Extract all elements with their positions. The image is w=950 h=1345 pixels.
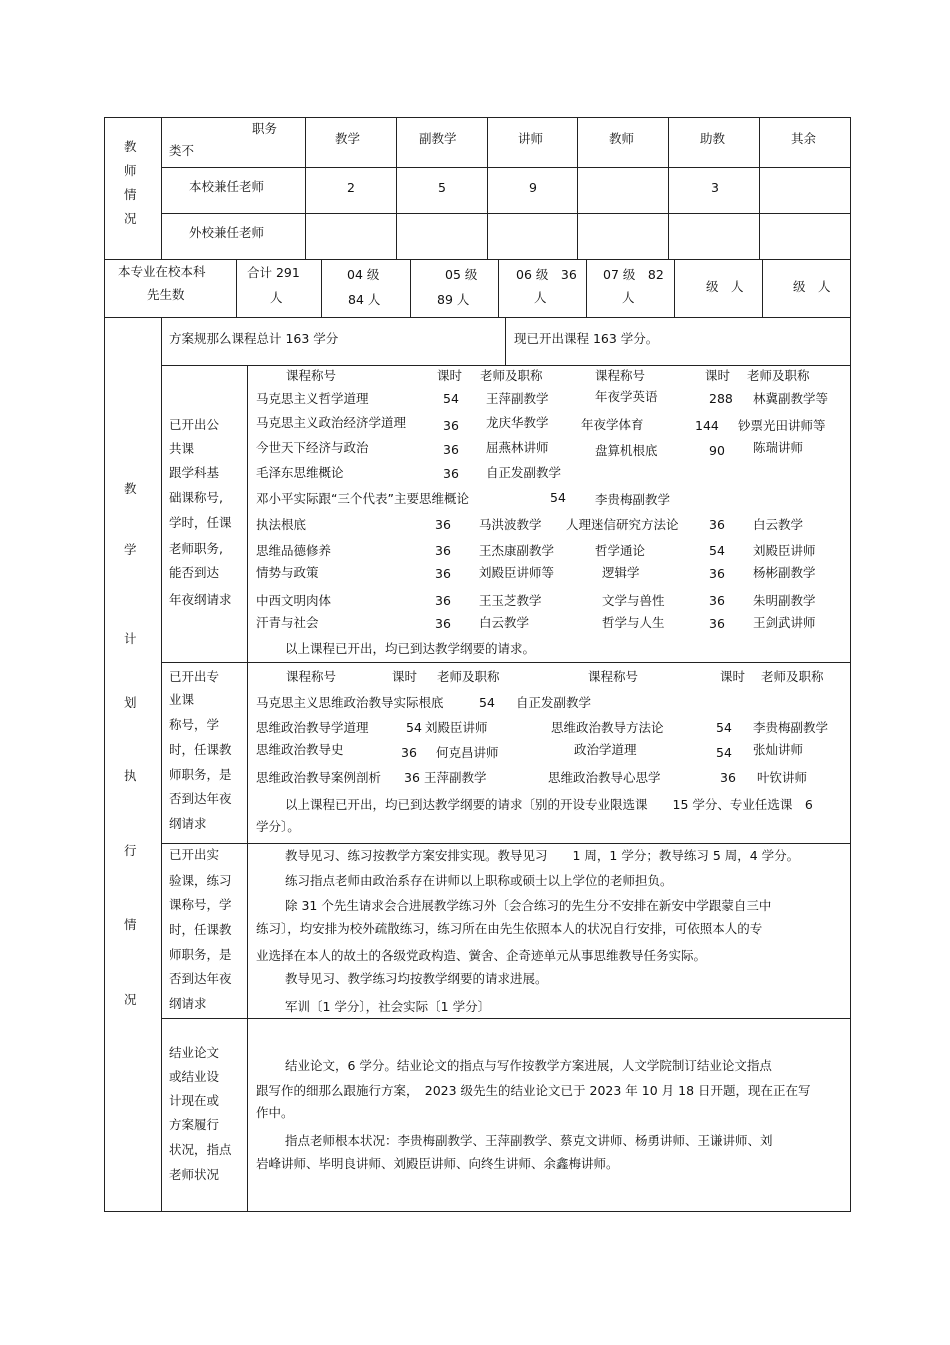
course-name: 汗青与社会 [256, 615, 319, 630]
course-name: 执法根底 [256, 517, 307, 532]
thesis-line: 岩峰讲师、毕明良讲师、刘殿臣讲师、向终生讲师、余鑫梅讲师。 [256, 1156, 619, 1171]
course-hours: 36 [435, 517, 451, 532]
course-hours: 54 [709, 543, 725, 558]
course-hours: 90 [709, 443, 725, 458]
course-hours: 54 [443, 391, 459, 406]
practice-label: 已开出实 [169, 847, 220, 862]
total-credits: 方案规那么课程总计 163 学分 [169, 331, 339, 346]
course-hours: 36 [435, 616, 451, 631]
course-hours: 288 [709, 391, 733, 406]
practice-label: 师职务，是 [169, 947, 232, 962]
col-hours: 课时 [392, 669, 418, 684]
thesis-label: 状况，指点 [169, 1142, 232, 1157]
course-teacher: 自正发副教学 [486, 465, 562, 480]
course-hours: 36 [709, 616, 725, 631]
plan-side-char: 划 [124, 695, 137, 710]
major-label: 已开出专 [169, 669, 220, 684]
course-teacher: 龙庆华教学 [486, 415, 549, 430]
course-hours: 54 [479, 695, 495, 710]
row-label-internal: 本校兼任老师 [189, 179, 265, 194]
practice-label: 课称号，学 [169, 897, 232, 912]
course-teacher: 陈瑞讲师 [753, 440, 804, 455]
course-name: 政治学道理 [574, 742, 637, 757]
course-teacher: 白云教学 [479, 615, 530, 630]
col-hours: 课时 [705, 368, 731, 383]
course-teacher: 何克昌讲师 [436, 745, 499, 760]
course-teacher: 王萍副教学 [486, 391, 549, 406]
course-name: 思维政治教导史 [256, 742, 344, 757]
public-label: 跟学科基 [169, 465, 220, 480]
opened-credits: 现已开出课程 163 学分。 [514, 331, 659, 346]
grade-07: 人 [622, 290, 635, 305]
course-hours: 54 [406, 720, 422, 735]
public-label: 础课称号, [169, 490, 223, 505]
major-label: 纲请求 [169, 816, 207, 831]
course-name: 逻辑学 [602, 565, 640, 580]
practice-line: 业选择在本人的故土的各级党政构造、黉舍、企奇迹单元从事思维教导任务实际。 [256, 948, 707, 963]
course-name: 思维品德修养 [256, 543, 332, 558]
grade-blank: 级 人 [793, 279, 831, 294]
col-teacher: 老师及职称 [747, 368, 810, 383]
practice-line: 练习〕，均安排为校外疏散练习，练习所在由先生依照本人的状况自行安排，可依照本人的专 [256, 921, 763, 936]
col-teacher: 老师及职称 [480, 368, 543, 383]
course-name: 中西文明肉体 [256, 593, 332, 608]
major-note: 学分〕。 [256, 819, 300, 834]
course-hours: 54 [550, 490, 566, 505]
practice-line: 军训〔1 学分〕，社会实际〔1 学分〕 [285, 999, 491, 1014]
public-label: 能否到达 [169, 565, 220, 580]
plan-side-char: 情 [124, 917, 137, 932]
course-teacher: 叶钦讲师 [757, 770, 808, 785]
course-name: 思维政治教导方法论 [551, 720, 664, 735]
course-teacher: 王萍副教学 [424, 770, 487, 785]
grade-06: 06 级 36 [516, 267, 577, 282]
thesis-line: 跟写作的细那么跟施行方案， 2023 级先生的结业论文已于 2023 年 10 月 18 日开题，现在正在写 [256, 1083, 811, 1098]
grade-04: 84 人 [348, 292, 381, 307]
major-label: 师职务，是 [169, 767, 232, 782]
col-header: 教师 [609, 131, 635, 146]
course-name: 今世天下经济与政治 [256, 440, 369, 455]
col-teacher: 老师及职称 [761, 669, 824, 684]
public-label: 老师职务, [169, 541, 223, 556]
course-hours: 54 [716, 745, 732, 760]
thesis-label: 计现在或 [169, 1093, 220, 1108]
course-name: 哲学通论 [595, 543, 646, 558]
course-teacher: 白云教学 [753, 517, 804, 532]
col-header: 副教学 [419, 131, 457, 146]
course-name: 马克思主义思维政治教导实际根底 [256, 695, 444, 710]
teacher-side-char: 情 [124, 187, 137, 202]
course-teacher: 王玉芝教学 [479, 593, 542, 608]
course-name: 邓小平实际跟“三个代表”主要思维概论 [256, 491, 469, 506]
col-teacher: 老师及职称 [437, 669, 500, 684]
plan-side-char: 学 [124, 542, 137, 557]
thesis-label: 方案履行 [169, 1117, 220, 1132]
thesis-label: 或结业设 [169, 1069, 220, 1084]
course-name: 情势与政策 [256, 565, 319, 580]
col-name: 课程称号 [286, 368, 337, 383]
course-teacher: 李贵梅副教学 [595, 492, 671, 507]
thesis-line: 指点老师根本状况：李贵梅副教学、王萍副教学、蔡克文讲师、杨勇讲师、王谦讲师、刘 [285, 1133, 773, 1148]
course-teacher: 自正发副教学 [516, 695, 592, 710]
course-name: 人理迷信研究方法论 [566, 517, 679, 532]
course-teacher: 刘殿臣讲师等 [479, 565, 555, 580]
course-hours: 36 [404, 770, 420, 785]
cell-value: 5 [438, 180, 446, 195]
grade-05: 89 人 [437, 292, 470, 307]
course-hours: 36 [709, 566, 725, 581]
practice-line: 除 31 个先生请求会合进展教学练习外〔会合练习的先生分不安排在新安中学跟蒙自三中 [285, 898, 772, 913]
students-label: 先生数 [147, 287, 185, 302]
col-header: 讲师 [518, 131, 544, 146]
thesis-line: 作中。 [256, 1105, 294, 1120]
public-note: 以上课程已开出，均已到达教学纲要的请求。 [285, 641, 536, 656]
thesis-label: 结业论文 [169, 1045, 220, 1060]
course-teacher: 李贵梅副教学 [753, 720, 829, 735]
practice-line: 教导见习、练习按教学方案安排实现。教导见习 1 周，1 学分；教导练习 5 周，4 学分。 [285, 848, 800, 863]
col-hours: 课时 [437, 368, 463, 383]
course-teacher: 林冀副教学等 [753, 391, 829, 406]
course-teacher: 刘殿臣讲师 [753, 543, 816, 558]
course-hours: 36 [443, 418, 459, 433]
course-hours: 144 [695, 418, 719, 433]
practice-label: 否到达年夜 [169, 971, 232, 986]
col-name: 课程称号 [588, 669, 639, 684]
course-hours: 36 [435, 566, 451, 581]
course-hours: 36 [720, 770, 736, 785]
students-total: 合计 291 [247, 265, 300, 280]
plan-side-char: 况 [124, 992, 137, 1007]
practice-label: 验课，练习 [169, 873, 232, 888]
col-header: 其余 [791, 131, 817, 146]
row-label-external: 外校兼任老师 [189, 225, 265, 240]
grade-06: 人 [534, 290, 547, 305]
col-header: 教学 [335, 131, 361, 146]
course-teacher: 张灿讲师 [753, 742, 804, 757]
plan-side-char: 教 [124, 481, 137, 496]
public-label: 学时，任课 [169, 515, 232, 530]
practice-label: 时，任课教 [169, 922, 232, 937]
public-label: 共课 [169, 441, 195, 456]
course-hours: 36 [401, 745, 417, 760]
course-hours: 36 [435, 543, 451, 558]
course-teacher: 马洪波教学 [479, 517, 542, 532]
plan-side-char: 执 [124, 768, 137, 783]
plan-side-char: 行 [124, 843, 137, 858]
public-label: 已开出公 [169, 417, 220, 432]
course-hours: 36 [709, 593, 725, 608]
course-hours: 54 [716, 720, 732, 735]
course-name: 思维政治教导心思学 [548, 770, 661, 785]
cell-value: 3 [711, 180, 719, 195]
practice-label: 纲请求 [169, 996, 207, 1011]
major-label: 称号，学 [169, 717, 220, 732]
grade-05: 05 级 [445, 267, 478, 282]
course-hours: 36 [443, 442, 459, 457]
course-hours: 36 [435, 593, 451, 608]
practice-line: 练习指点老师由政治系存在讲师以上职称或硕士以上学位的老师担负。 [285, 873, 673, 888]
course-name: 文学与兽性 [602, 593, 665, 608]
students-label: 本专业在校本科 [118, 264, 206, 279]
course-name: 思维政治教导案例剖析 [256, 770, 382, 785]
course-teacher: 朱明副教学 [753, 593, 816, 608]
course-name: 思维政治教导学道理 [256, 720, 369, 735]
course-teacher: 钞票光田讲师等 [738, 418, 826, 433]
major-label: 时，任课教 [169, 742, 232, 757]
thesis-line: 结业论文，6 学分。结业论文的指点与写作按教学方案进展，人文学院制订结业论文指点 [285, 1058, 772, 1073]
course-name: 盘算机根底 [595, 443, 658, 458]
grade-blank: 级 人 [706, 279, 744, 294]
course-name: 马克思主义政治经济学道理 [256, 415, 407, 430]
course-name: 哲学与人生 [602, 615, 665, 630]
major-note: 以上课程已开出，均已到达教学纲要的请求〔别的开设专业限选课 15 学分、专业任选课 6 [285, 797, 813, 812]
course-teacher: 王杰康副教学 [479, 543, 555, 558]
major-label: 业课 [169, 692, 195, 707]
public-label: 年夜纲请求 [169, 592, 232, 607]
header-zhiwu: 职务 [252, 121, 278, 136]
course-name: 马克思主义哲学道理 [256, 391, 369, 406]
col-name: 课程称号 [286, 669, 337, 684]
grade-04: 04 级 [347, 267, 380, 282]
teacher-side-char: 教 [124, 139, 137, 154]
course-teacher: 刘殿臣讲师 [425, 720, 488, 735]
course-teacher: 王剑武讲师 [753, 615, 816, 630]
cell-value: 9 [529, 180, 537, 195]
teacher-side-char: 师 [124, 163, 137, 178]
students-total: 人 [270, 290, 283, 305]
course-hours: 36 [443, 466, 459, 481]
course-name: 年夜学英语 [595, 389, 658, 404]
course-hours: 36 [709, 517, 725, 532]
course-teacher: 屈燕林讲师 [486, 440, 549, 455]
col-header: 助教 [700, 131, 726, 146]
grade-07: 07 级 82 [603, 267, 664, 282]
header-leibu: 类不 [169, 143, 195, 158]
course-teacher: 杨彬副教学 [753, 565, 816, 580]
course-name: 毛泽东思维概论 [256, 465, 344, 480]
major-label: 否到达年夜 [169, 791, 232, 806]
teacher-side-char: 况 [124, 211, 137, 226]
plan-side-char: 计 [124, 631, 137, 646]
col-name: 课程称号 [595, 368, 646, 383]
course-name: 年夜学体育 [581, 417, 644, 432]
col-hours: 课时 [720, 669, 746, 684]
practice-line: 教导见习、教学练习均按教学纲要的请求进展。 [285, 971, 548, 986]
thesis-label: 老师状况 [169, 1167, 220, 1182]
cell-value: 2 [347, 180, 355, 195]
